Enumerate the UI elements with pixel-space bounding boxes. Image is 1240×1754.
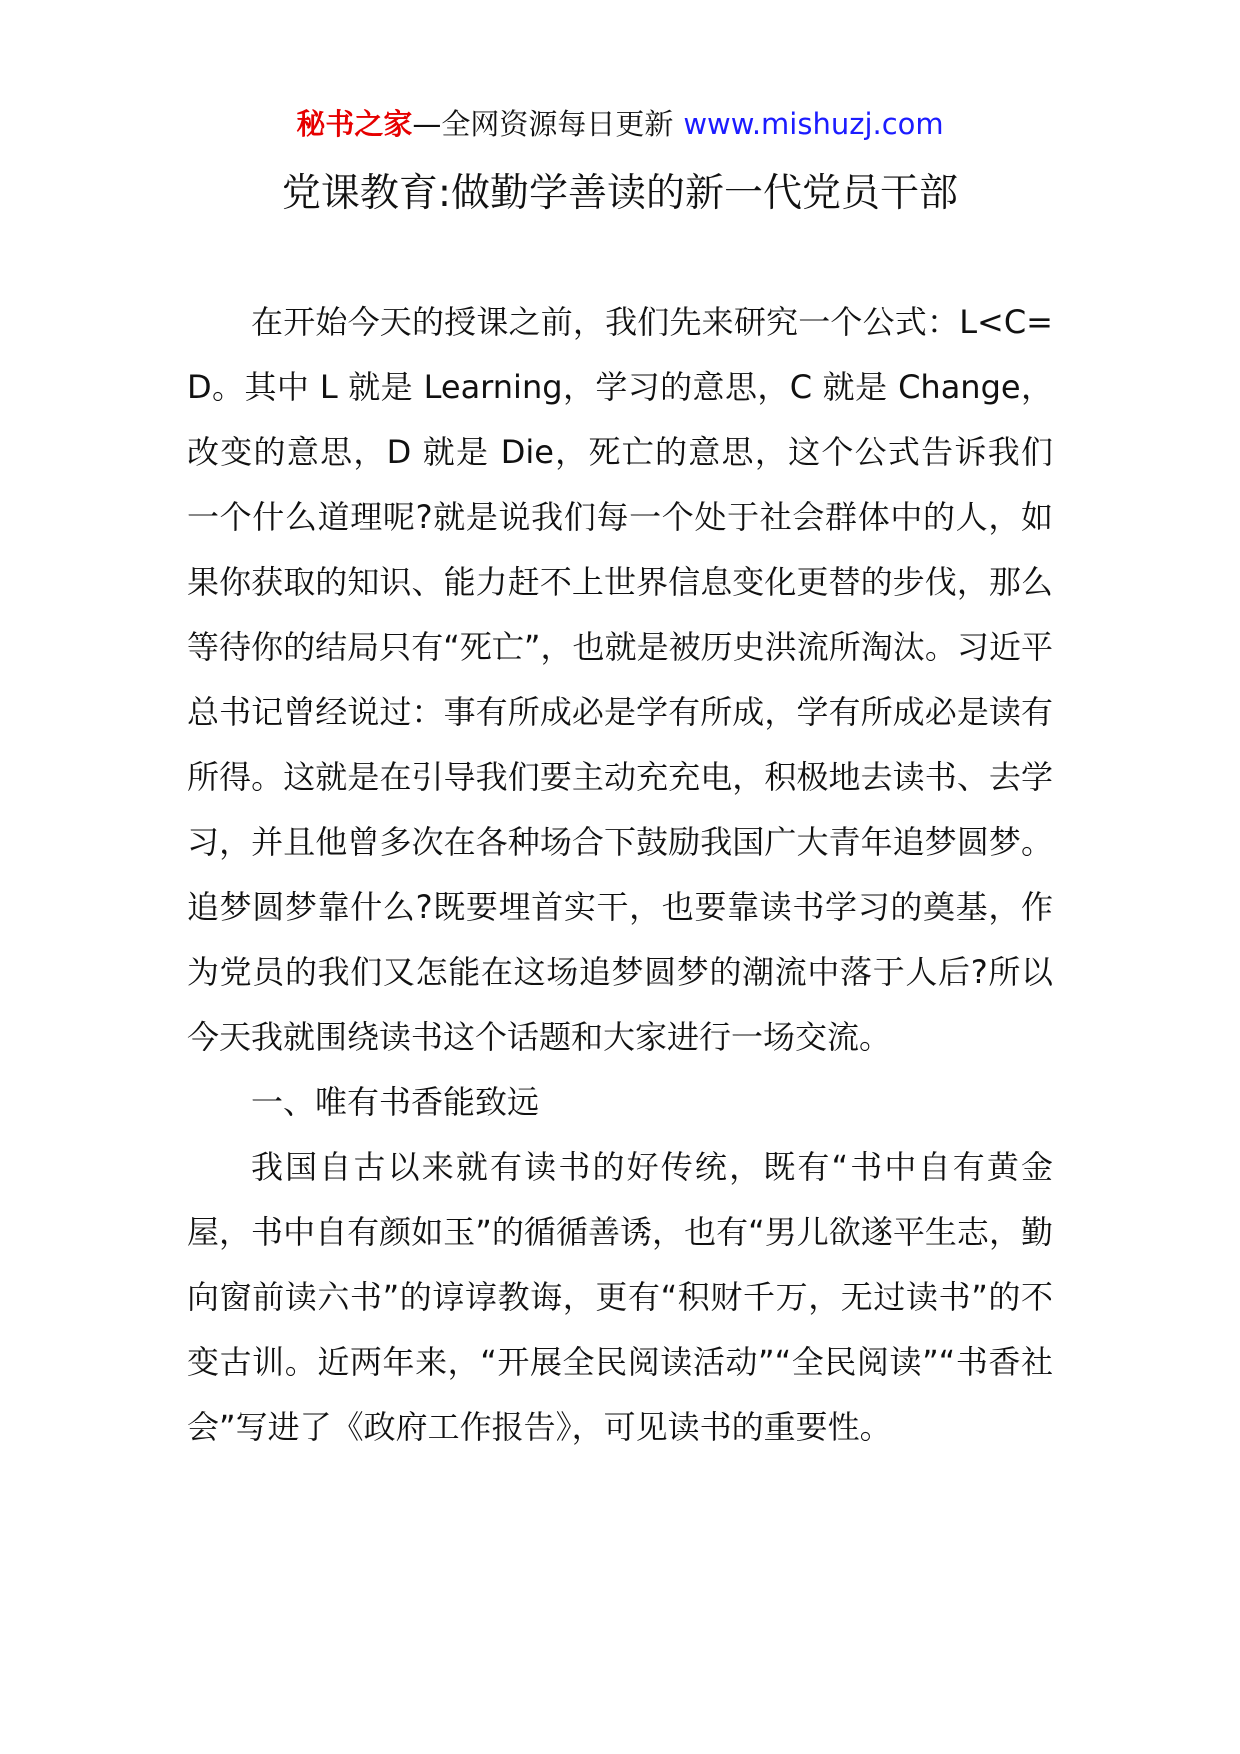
site-url-link[interactable]: www.mishuzj.com <box>683 107 944 141</box>
document-body <box>187 290 1053 1460</box>
body-paragraph: 我国自古以来就有读书的好传统，既有“书中自有黄金屋，书中自有颜如玉”的循循善诱，也有“男儿欲遂平生志，勤向窗前读六书”的谆谆教诲，更有“积财千万，无过读书”的不变古训。近两年来，“开展全民阅读活动”“全民阅读”“书香社会”写进了《政府工作报告》，可见读书的重要性。 <box>187 1148 1053 1446</box>
site-tagline: —全网资源每日更新 <box>412 107 674 141</box>
site-header <box>0 100 1240 148</box>
body-paragraph: 在开始今天的授课之前，我们先来研究一个公式：L<C=D。其中 L 就是 Learning，学习的意思，C 就是 Change，改变的意思，D 就是 Die，死亡的意思，这个公式告诉我们一个什么道理呢?就是说我们每一个处于社会群体中的人，如果你获取的知识、能力赶不上世界信息变化更替的步伐，那么等待你的结局只有“死亡”，也就是被历史洪流所淘汰。习近平总书记曾经说过：事有所成必是学有所成，学有所成必是读有所得。这就是在引导我们要主动充充电，积极地去读书、去学习，并且他曾多次在各种场合下鼓励我国广大青年追梦圆梦。追梦圆梦靠什么?既要埋首实干，也要靠读书学习的奠基，作为党员的我们又怎能在这场追梦圆梦的潮流中落于人后?所以今天我就围绕读书这个话题和大家进行一场交流。 <box>187 303 1053 1056</box>
brand-name: 秘书之家 <box>296 107 413 141</box>
document-title: 党课教育:做勤学善读的新一代党员干部 <box>281 171 959 216</box>
section-heading: 一、唯有书香能致远 <box>251 1083 540 1121</box>
